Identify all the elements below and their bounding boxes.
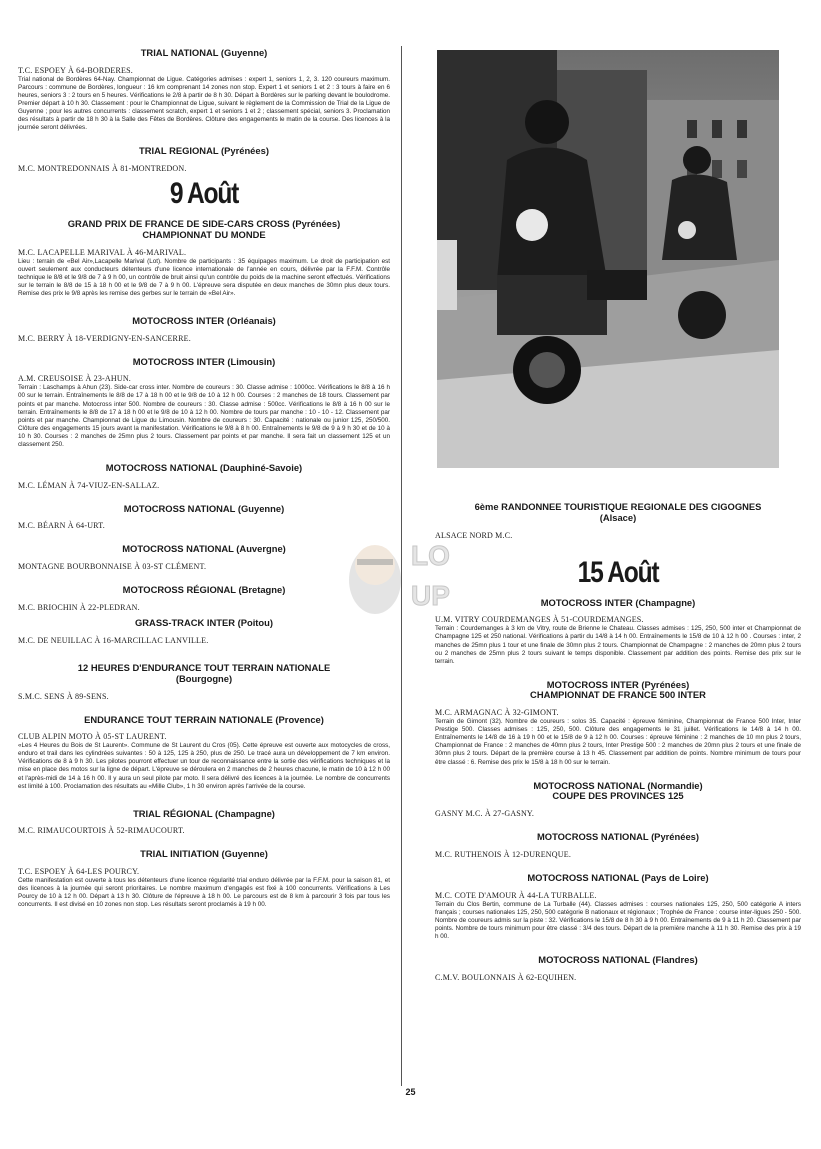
event-mx-auvergne — [18, 544, 390, 571]
event-title: TRIAL INITIATION (Guyenne) — [140, 848, 268, 860]
event-description: Terrain de Gimont (32). Nombre de coureurs : solos 35. Capacité : épreuve féminine, Championnat de France 500 Inter, Inter Prestige 500. Classes admises : 125, 250, 500. Clôture des engagements le 31 juillet. Vérifications le 14/8 à 14 h 00. Entraînements le 14/8 de 16 à 19 h 00 et le 15/8 de 9 à 12 h 00. Courses : épreuve féminine : 2 manches de 10 mn plus 2 tours, Championnat de France : 2 manches de 40mn plus 2 tours, Inter Prestige 500 : 2 manches de 20mn plus 2 tours et une finale de 30mn plus 2 tours. Départ de la première course à 13 h 45. Classement par addition de points. Nombre minimum de tours pour être classé : 6. Remise des prix le 15/8 à 18 h 00 sur le terrain. — [435, 718, 801, 766]
event-title: 12 HEURES D'ENDURANCE TOUT TERRAIN NATIONALE (Bourgogne) — [77, 661, 331, 684]
date-heading-15-aout: 15 Août — [577, 555, 659, 589]
event-title: MOTOCROSS NATIONAL (Dauphiné-Savoie) — [105, 461, 303, 473]
event-title: MOTOCROSS NATIONAL (Auvergne) — [122, 543, 286, 555]
event-title: TRIAL NATIONAL (Guyenne) — [140, 47, 268, 58]
event-title: GRAND PRIX DE FRANCE DE SIDE-CARS CROSS (Pyrénées) CHAMPIONNAT DU MONDE — [67, 217, 341, 240]
event-title: MOTOCROSS INTER (Orléanais) — [132, 314, 276, 326]
event-club: M.C. ARMAGNAC À 32-GIMONT. — [435, 708, 559, 718]
event-trial-pyrenees — [18, 146, 390, 173]
event-description: Trial national de Bordères 64-Nay. Championnat de Ligue. Catégories admises : expert 1, seniors 1, 2, 3. 120 coureurs maximum. Parcours : commune de Bordères, longueur : 16 km comprenant 14 zones non stop. Expert 1 et seniors 1 et 2 : 3 tours à faire en 6 heures, seniors 3 : 2 tours en 5 heures. Vérifications le 2/8 à partir de 8 h 30. Départ à Bordères sur le parking devant le boulodrome. Premier départ à 10 h 30. Classement : pour le Championnat de Ligue, suivant le règlement de la Commission de Trial de la Ligue de Guyenne ; pour les autres concurrents : classement scratch, expert 1 et seniors 1 et 2 ; classement spécial, seniors 3. Proclamation des résultats à partir de 18 h 30 à la Salle des Fêtes de Bordères. Clôture des engagements le matin de la course. Des licences à la journée seront délivrées. — [18, 75, 390, 132]
event-club: M.C. MONTREDONNAIS À 81-MONTREDON. — [18, 163, 187, 173]
event-gp-side-cars — [18, 219, 390, 298]
event-description: Terrain : Laschamps à Ahun (23). Side-car cross inter. Nombre de coureurs : 30. Classe admise : 1000cc. Vérifications le 8/8 à 16 h 00 sur le terrain. Entraînements le 8/8 de 17 à 18 h 00 et le 9/8 de 10 à 12 h 00. Courses : 2 manches de 18 tours. Classement par points et par manche. Motocross inter 500. Nombre de coureurs : 30. Classe admise : 500cc. Vérifications le 8/8 à 16 h 00 sur le terrain. Entraînements le 8/8 de 17 à 18 h 00 et le 9/8 de 10 à 12 h 00. Nombre de tours par manche : 10 - 10 - 12. Classement par points et par manche. Championnat de Ligue du Limousin. Nombre de coureurs : 30. Capacité : nationale ou junior 125, 250/500. Clôture des engagements 15 jours avant la manifestation. Vérifications le 9/8 à 8 h 00. Entraînements le 9/8 de 9 à 9 h 30 et de 10 à 10 h 30. Courses : 2 manches de 25mn plus 2 tours. Classement par points et par manche. Il sera fait un classement 125 et un classement 250. — [18, 384, 390, 448]
event-mx-guyenne — [18, 504, 390, 531]
event-mx-flandres — [435, 955, 801, 982]
event-mx-orleanais — [18, 316, 390, 343]
event-mx-limousin — [18, 357, 390, 449]
page-number: 25 — [405, 1087, 416, 1097]
event-club: T.C. ESPOEY À 64-BORDERES. — [18, 65, 133, 75]
event-title: MOTOCROSS NATIONAL (Flandres) — [538, 954, 698, 966]
event-trial-initiation — [18, 849, 390, 909]
event-club: U.M. VITRY COURDEMANGES À 51-COURDEMANGES. — [435, 615, 644, 625]
event-randonnee-cigognes — [435, 502, 801, 540]
event-club: ALSACE NORD M.C. — [435, 530, 513, 540]
event-title: 6ème RANDONNEE TOURISTIQUE REGIONALE DES CIGOGNES (Alsace) — [474, 501, 762, 523]
event-club: M.C. RIMAUCOURTOIS À 52-RIMAUCOURT. — [18, 826, 185, 836]
event-endurance-provence — [18, 715, 390, 791]
event-club: T.C. ESPOEY À 64-LES POURCY. — [18, 867, 140, 877]
event-mx-bretagne — [18, 585, 390, 612]
right-column — [435, 50, 801, 988]
event-title: MOTOCROSS INTER (Pyrénées) CHAMPIONNAT DE FRANCE 500 INTER — [530, 678, 706, 701]
event-mx-pyrenees-500 — [435, 680, 801, 767]
left-column — [18, 48, 390, 915]
event-endurance-bourgogne — [18, 663, 390, 701]
stamp-letters-bottom: UP — [411, 580, 450, 611]
event-title: MOTOCROSS RÉGIONAL (Bretagne) — [122, 584, 286, 596]
event-club: S.M.C. SENS À 89-SENS. — [18, 691, 109, 701]
event-mx-loire — [435, 873, 801, 941]
event-description: «Les 4 Heures du Bois de St Laurent». Commune de St Laurent du Cros (05). Cette épreuve est ouverte aux motocycles de cross, enduro et trail dans les cylindrées suivantes : 50 à 125, 125 à 250, plus de 250. Le tracé aura un développement de 7 km environ. Vérifications de 8 à 9 h 30. Les pilotes pourront effectuer un tour de reconnaissance entre la sortie des vérifications techniques et la mise en place des motos sur la ligne de départ. L'épreuve se déroulera en 2 manches de 2 heures chacune, le matin de 10 à 12 h 00 et l'après-midi de 14 à 16 h 00. Il y aura un seul pilote par moto. Il sera délivré des licences à la journée. Le nombre de concurrents est limité à 100. Proclamation des résultats au «Mille Club», 1 h 30 environ après l'arrivée de la course. — [18, 742, 390, 790]
event-club: M.C. BERRY À 18-VERDIGNY-EN-SANCERRE. — [18, 333, 191, 343]
date-heading-9-aout: 9 Août — [169, 176, 239, 210]
event-mx-pyrenees-nat — [435, 832, 801, 859]
event-club: M.C. BÉARN À 64-URT. — [18, 521, 105, 531]
event-club: M.C. RUTHENOIS À 12-DURENQUE. — [435, 850, 572, 860]
event-mx-dauphine — [18, 463, 390, 490]
event-description: Terrain : Courdemanges à 3 km de Vitry, route de Brienne le Chateau. Classes admises : 125, 250, 500 inter et Championnat de Champagne 125 et 250 national. Vérifications à partir du 14/8 à 14 h 00. Entraînements le 15/8 de 10 à 12 h 00 . Courses : inter, 2 manches de 25mn plus 1 tour et une finale de 30mn plus 2 tours. Championnat de Champagne : 2 manches de 20mn plus 2 tours ou 2 manches de 25mn plus 2 tours suivant le temps disponible. Classement par addition des points. Remise des prix sur le terrain. — [435, 625, 801, 665]
event-club: M.C. LACAPELLE MARIVAL À 46-MARIVAL. — [18, 247, 187, 257]
event-trial-champagne — [18, 809, 390, 836]
event-club: GASNY M.C. À 27-GASNY. — [435, 809, 535, 819]
event-description: Cette manifestation est ouverte à tous les détenteurs d'une licence régularité trial enduro délivrée par la F.F.M. pour la saison 81, et des licences à la journée qui seront prioritaires. Le nombre maximum d'engagés est fixé à 100 concurrents. Vérifications à Les Pourcy de 10 à 12 h 00. Départ à 13 h 30. Clôture de l'épreuve à 18 h 00. Le parcours est de 8 km à parcourir 3 fois par tous les concurrents. Il est divisé en 10 zones non stop. Les résultats seront proclamés à 19 h 00. — [18, 877, 390, 909]
event-title: MOTOCROSS INTER (Champagne) — [540, 596, 696, 608]
event-description: Lieu : terrain de «Bel Air»,Lacapelle Marival (Lot). Nombre de participants : 35 équipages maximum. Le droit de participation est ouvert seulement aux conducteurs détenteurs d'une licence internationale de l'année en cours, délivrée par la F.F.M. Contrôle technique le 8/8 et le 9/8 de 7 à 9 h 00, un contrôle de bruit ainsi qu'un contrôle du poids de la machine seront effectués. Vérifications sur le terrain le 8/8 de 15 à 18 h 00 et le 9/8 de 7 à 9 h 00. L'épreuve sera disputée en deux manches de 30mn plus deux tours. Remise des prix le 9/8 après les remise des gerbes sur le terrain de «Bel Air». — [18, 257, 390, 297]
event-mx-normandie — [435, 781, 801, 819]
event-club: C.M.V. BOULONNAIS À 62-EQUIHEN. — [435, 972, 577, 982]
event-title: TRIAL RÉGIONAL (Champagne) — [133, 807, 275, 819]
event-description: Terrain du Clos Bertin, commune de La Turballe (44). Classes admises : courses nationales 125, 250, 500 catégorie A inters français ; courses nationales 125, 250, 500 catégorie B nationaux et régionaux ; Trophée de France : course inter-ligues 250 - 500. Nombre de coureurs admis sur la piste : 32. Vérifications le 15/8 de 8 h 30 à 9 h 00. Entraînements de 9 à 11 h 20. Classement par points. Nombre de tours minimum pour être classé : 3/4 des tours. Départ de la première manche à 11 h 30. Remise des prix à 19 h 00. — [435, 900, 801, 941]
watermark-stamp — [343, 525, 465, 625]
motorcycle-riders-photo — [437, 50, 779, 468]
event-title: MOTOCROSS NATIONAL (Pays de Loire) — [527, 872, 709, 884]
event-title: MOTOCROSS NATIONAL (Pyrénées) — [536, 831, 700, 843]
event-title: MOTOCROSS INTER (Limousin) — [132, 355, 276, 367]
event-title: TRIAL REGIONAL (Pyrénées) — [139, 145, 269, 157]
event-title: ENDURANCE TOUT TERRAIN NATIONALE (Provence) — [84, 713, 324, 725]
event-trial-guyenne — [18, 48, 390, 132]
event-club: M.C. DE NEUILLAC À 16-MARCILLAC LANVILLE. — [18, 635, 209, 645]
event-title: MOTOCROSS NATIONAL (Normandie) COUPE DES PROVINCES 125 — [533, 779, 703, 802]
event-club: A.M. CREUSOISE À 23-AHUN. — [18, 374, 132, 384]
event-mx-champagne — [435, 598, 801, 666]
event-club: M.C. COTE D'AMOUR À 44-LA TURBALLE. — [435, 890, 597, 900]
event-grass-track — [18, 618, 390, 645]
event-club: M.C. BRIOCHIN À 22-PLEDRAN. — [18, 603, 140, 613]
event-club: MONTAGNE BOURBONNAISE À 03-ST CLÉMENT. — [18, 562, 207, 572]
stamp-letters-top: LO — [411, 540, 450, 571]
event-title: MOTOCROSS NATIONAL (Guyenne) — [123, 502, 285, 514]
event-title: GRASS-TRACK INTER (Poitou) — [134, 617, 273, 629]
event-club: M.C. LÉMAN À 74-VIUZ-EN-SALLAZ. — [18, 480, 160, 490]
event-club: CLUB ALPIN MOTO À 05-ST LAURENT. — [18, 732, 167, 742]
